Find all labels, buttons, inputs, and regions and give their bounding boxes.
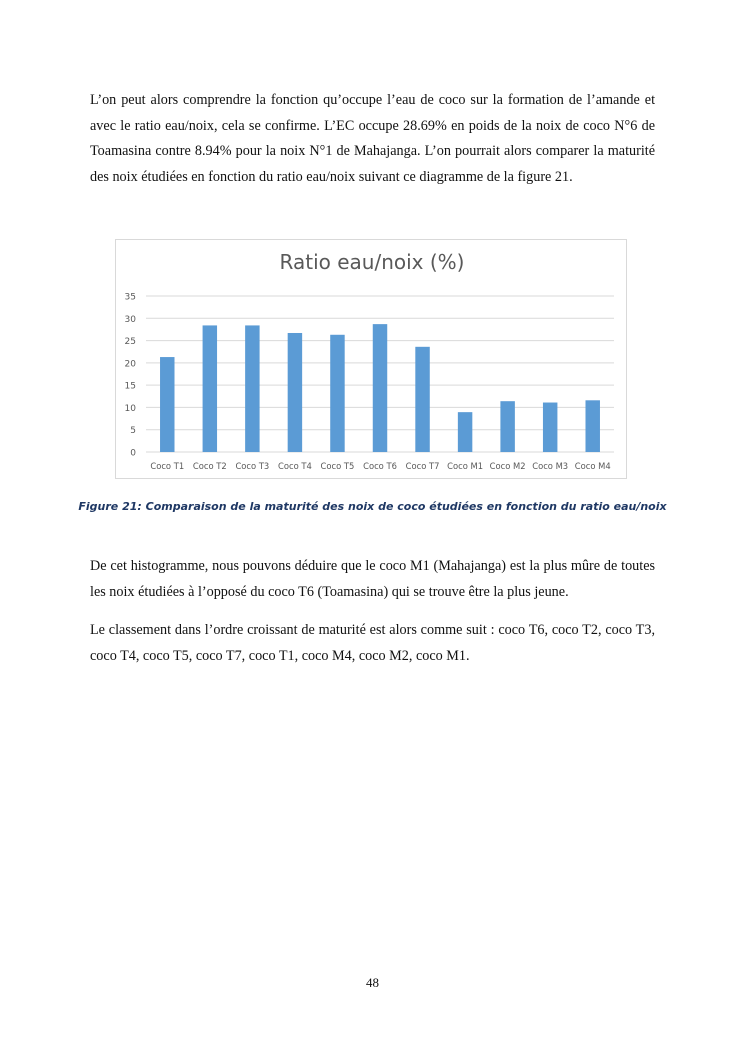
conclusion-line: toutes les noix étudiées à l’opposé du coco T6 (Toamasina) qui se trouve être la plus jeune. <box>90 558 656 600</box>
page-number: 48 <box>366 975 379 990</box>
bar <box>543 403 557 452</box>
bar <box>288 333 302 452</box>
bar <box>415 347 429 452</box>
x-tick-label: Coco T4 <box>278 461 312 471</box>
y-tick-label: 20 <box>124 359 136 370</box>
y-tick-label: 0 <box>130 448 136 459</box>
x-tick-label: Coco M4 <box>574 461 611 471</box>
bar <box>500 401 514 452</box>
x-tick-label: Coco T7 <box>405 461 440 471</box>
y-tick-label: 35 <box>124 292 136 303</box>
bar <box>160 357 174 452</box>
y-tick-label: 25 <box>124 337 136 348</box>
x-tick-label: Coco M3 <box>532 461 569 471</box>
x-tick-label: Coco T6 <box>363 461 397 471</box>
conclusion-paragraph <box>90 553 655 605</box>
y-tick-label: 30 <box>124 314 136 325</box>
y-tick-label: 10 <box>124 403 136 414</box>
chart-canvas <box>116 240 628 480</box>
intro-line: la maturité des noix étudiées en fonction du ratio eau/noix suivant ce diagramme de la figure 21. <box>90 143 656 186</box>
x-tick-label: Coco T1 <box>150 461 185 471</box>
bar <box>585 400 599 452</box>
bar <box>245 325 259 452</box>
ranking-line: coco T3, coco T4, coco T5, coco T7, coco T1, coco M4, coco M2, coco M1. <box>90 622 655 664</box>
chart-title: Ratio eau/noix (%) <box>279 250 465 274</box>
bar <box>373 324 387 452</box>
x-tick-label: Coco T3 <box>235 461 270 471</box>
x-tick-label: Coco T5 <box>320 461 355 471</box>
figure-caption: Figure 21: Comparaison de la maturité des noix de coco étudiées en fonction du ratio eau/noix <box>78 500 667 513</box>
intro-paragraph <box>90 88 655 191</box>
ranking-line: Le classement dans l’ordre croissant de maturité est alors comme suit : coco T6, coco T2, <box>90 622 602 638</box>
x-tick-label: Coco T2 <box>192 461 227 471</box>
y-tick-label: 15 <box>124 381 136 392</box>
conclusion-line: De cet histogramme, nous pouvons déduire que le coco M1 (Mahajanga) est la plus mûre de <box>90 558 618 574</box>
ratio-bar-chart <box>115 239 627 479</box>
x-tick-label: Coco M2 <box>489 461 526 471</box>
ranking-paragraph <box>90 617 655 669</box>
bar <box>458 412 472 452</box>
intro-line: L’on peut alors comprendre la fonction qu’occupe l’eau de coco sur la formation de l’amande <box>90 92 640 108</box>
intro-line: et avec le ratio eau/noix, cela se confirme. L’EC occupe 28.69% en poids de la noix de coco <box>90 92 656 134</box>
x-tick-label: Coco M1 <box>447 461 484 471</box>
bar <box>203 325 217 452</box>
bar <box>330 335 344 452</box>
intro-line: N°6 de Toamasina contre 8.94% pour la noix N°1 de Mahajanga. L’on pourrait alors comparer <box>90 117 655 160</box>
y-tick-label: 5 <box>130 426 136 437</box>
